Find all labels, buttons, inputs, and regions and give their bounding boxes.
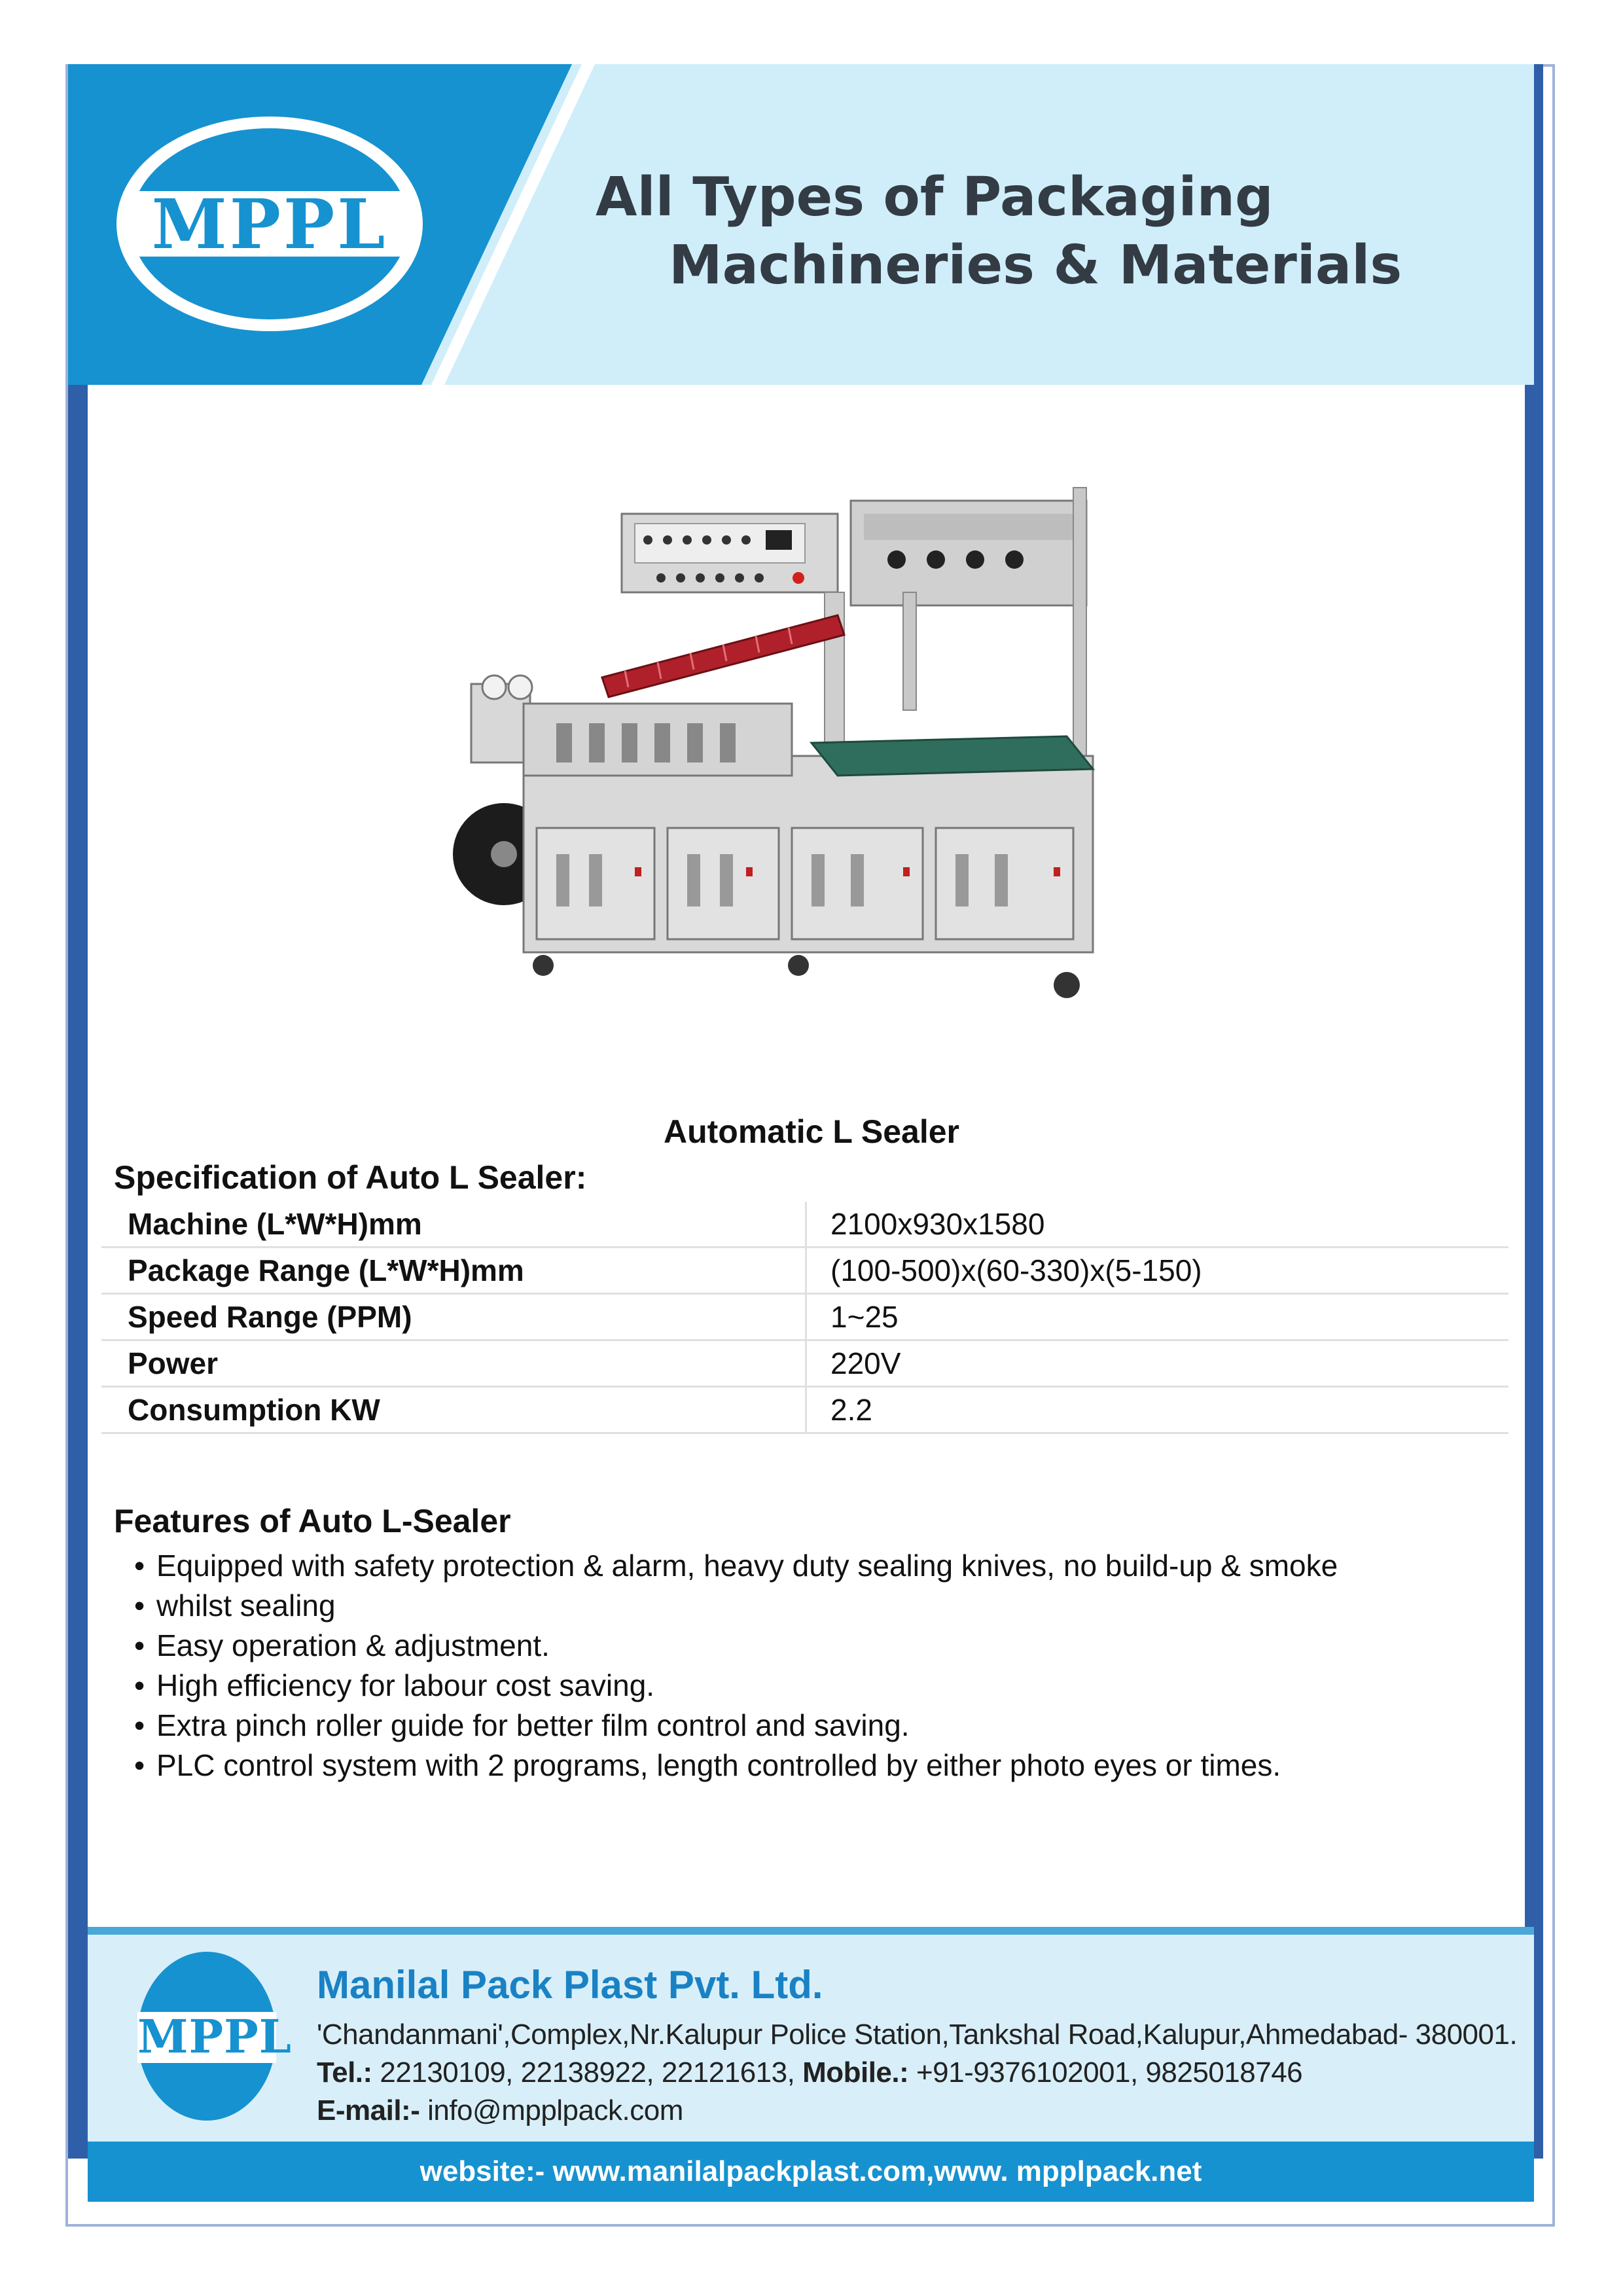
list-item: • Equipped with safety protection & alarm, heavy duty sealing knives, no build-up & smoke [134,1546,1338,1586]
header-title-line2: Machineries & Materials [669,234,1402,296]
address: 'Chandanmani',Complex,Nr.Kalupur Police Station,Tankshal Road,Kalupur,Ahmedabad- 380001. [317,2018,1518,2051]
list-item: • Easy operation & adjustment. [134,1626,1338,1666]
spec-value: (100-500)x(60-330)x(5-150) [806,1247,1509,1294]
spec-table [101,1202,1508,1434]
spec-heading: Specification of Auto L Sealer: [114,1159,587,1196]
l-sealer-machine-image [445,461,1178,1037]
table-row [101,1387,1508,1433]
features-list [134,1546,1338,1785]
phone-line: Tel.: 22130109, 22138922, 22121613, Mobile.: +91-9376102001, 9825018746 [317,2056,1303,2089]
features-heading: Features of Auto L-Sealer [114,1503,511,1539]
header-logo-inner [131,128,408,319]
email-line: E-mail:- info@mpplpack.com [317,2094,683,2126]
header-logo-text: MPPL [151,183,388,264]
spec-value: 2.2 [806,1387,1509,1433]
email-link[interactable]: info@mpplpack.com [419,2094,683,2126]
list-item: • PLC control system with 2 programs, length controlled by either photo eyes or times. [134,1746,1338,1785]
table-row [101,1202,1508,1247]
product-title: Automatic L Sealer [663,1113,959,1150]
spec-value: 220V [806,1340,1509,1387]
list-item: • High efficiency for labour cost saving. [134,1666,1338,1706]
header-title-line1: All Types of Packaging [596,166,1274,228]
table-row [101,1340,1508,1387]
spec-value: 2100x930x1580 [806,1202,1509,1247]
contact-block [317,2016,1517,2130]
spec-label: Machine (L*W*H)mm [101,1202,806,1247]
website-link[interactable]: website:- www.manilalpackplast.com,www. mpplpack.net [419,2155,1202,2187]
table-row [101,1294,1508,1340]
spec-label: Speed Range (PPM) [101,1294,806,1340]
spec-value: 1~25 [806,1294,1509,1340]
list-item: • whilst sealing [134,1586,1338,1626]
footer-stripe [88,1927,1534,1935]
table-row [101,1247,1508,1294]
spec-label: Package Range (L*W*H)mm [101,1247,806,1294]
list-item: • Extra pinch roller guide for better film control and saving. [134,1706,1338,1746]
header-title [596,164,1402,300]
footer-logo-text: MPPL [137,2009,292,2064]
company-name: Manilal Pack Plast Pvt. Ltd. [317,1963,823,2007]
footer-logo [137,1952,292,2121]
website-bar [88,2142,1534,2202]
spec-label: Consumption KW [101,1387,806,1433]
spec-label: Power [101,1340,806,1387]
